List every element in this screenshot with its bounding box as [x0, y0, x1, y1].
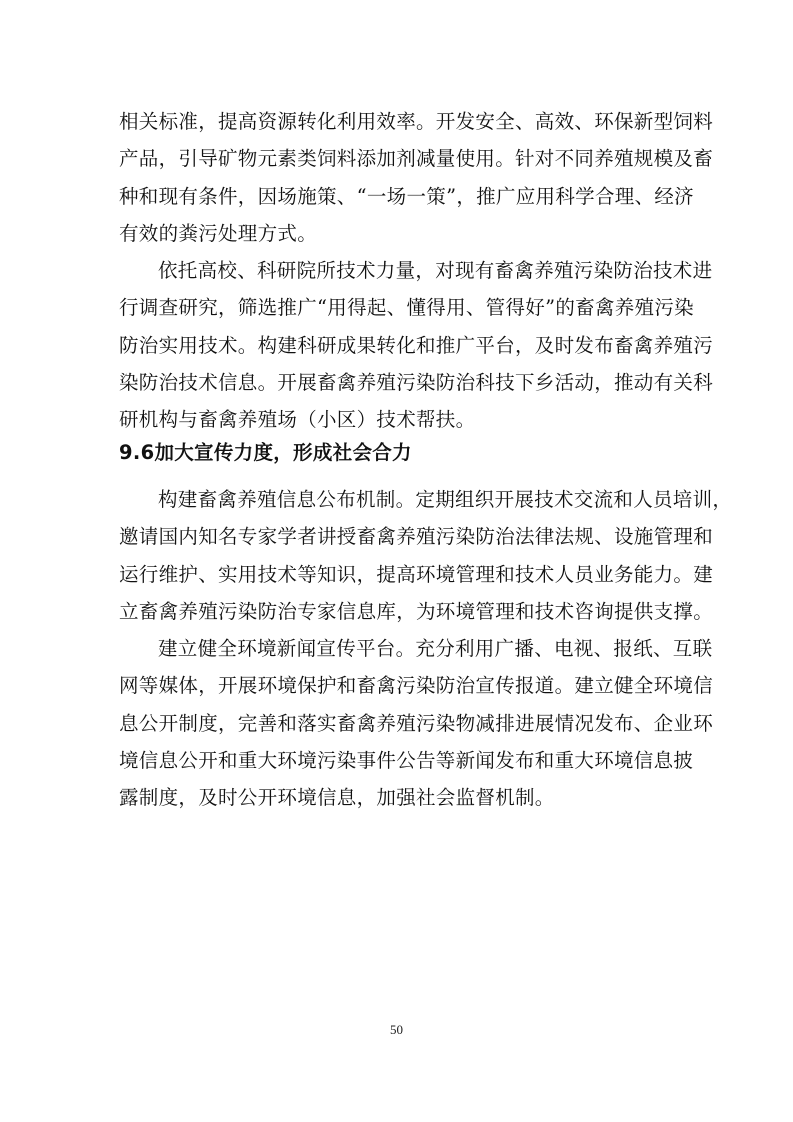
- paragraph-line: 防治实用技术。构建科研成果转化和推广平台，及时发布畜禽养殖污: [119, 333, 714, 357]
- paragraph-info-mechanism: [119, 481, 733, 630]
- paragraph-news-platform: [119, 630, 714, 816]
- paragraph-feed-standards: [119, 103, 714, 252]
- paragraph-line: 染防治技术信息。开展畜禽养殖污染防治科技下乡活动，推动有关科: [119, 370, 714, 394]
- paragraph-line: 相关标准，提高资源转化利用效率。开发安全、高效、环保新型饲料: [119, 110, 714, 133]
- paragraph-line: 邀请国内知名专家学者讲授畜禽养殖污染防治法律法规、设施管理和: [119, 525, 714, 549]
- paragraph-line: 建立健全环境新闻宣传平台。充分利用广播、电视、报纸、互联: [158, 637, 713, 660]
- paragraph-line: 依托高校、科研院所技术力量，对现有畜禽养殖污染防治技术进: [158, 259, 713, 282]
- paragraph-line: 运行维护、实用技术等知识，提高环境管理和技术人员业务能力。建: [119, 562, 714, 586]
- paragraph-research-support: [119, 252, 714, 438]
- page-number: 50: [390, 1022, 403, 1037]
- paragraph-line: 息公开制度，完善和落实畜禽养殖污染物减排进展情况发布、企业环: [119, 711, 714, 735]
- paragraph-line: 境信息公开和重大环境污染事件公告等新闻发布和重大环境信息披: [119, 748, 694, 772]
- section-heading: 9.6加大宣传力度，形成社会合力: [119, 441, 412, 464]
- paragraph-line: 研机构与畜禽养殖场（小区）技术帮扶。: [119, 408, 476, 432]
- paragraph-line: 有效的粪污处理方式。: [119, 221, 318, 245]
- paragraph-line: 产品，引导矿物元素类饲料添加剂减量使用。针对不同养殖规模及畜: [119, 147, 714, 171]
- paragraph-line: 行调查研究，筛选推广“用得起、懂得用、管得好”的畜禽养殖污染: [119, 296, 694, 320]
- paragraph-line: 立畜禽养殖污染防治专家信息库，为环境管理和技术咨询提供支撑。: [119, 599, 714, 623]
- paragraph-line: 网等媒体，开展环境保护和畜禽污染防治宣传报道。建立健全环境信: [119, 674, 714, 698]
- paragraph-line: 种和现有条件，因场施策、“一场一策”，推广应用科学合理、经济: [119, 184, 694, 208]
- paragraph-line: 构建畜禽养殖信息公布机制。定期组织开展技术交流和人员培训，: [158, 488, 733, 511]
- paragraph-line: 露制度，及时公开环境信息，加强社会监督机制。: [119, 786, 555, 810]
